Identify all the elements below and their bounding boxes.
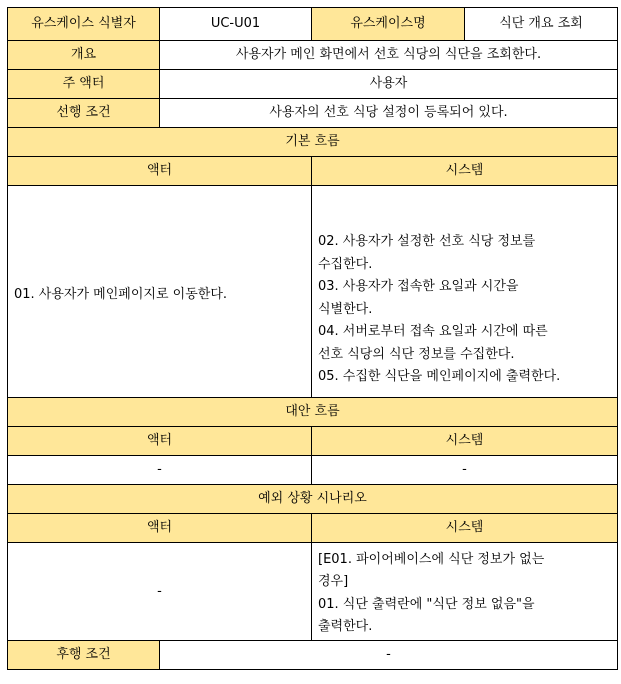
alt-flow-system-header: 시스템 <box>312 427 618 456</box>
primary-actor-row <box>8 70 618 99</box>
exception-actor-header: 액터 <box>8 514 312 543</box>
postcondition-label: 후행 조건 <box>8 641 160 670</box>
primary-actor-label: 주 액터 <box>8 70 160 99</box>
basic-flow-title: 기본 흐름 <box>8 128 618 157</box>
precondition-value: 사용자의 선호 식당 설정이 등록되어 있다. <box>160 99 618 128</box>
basic-flow-system-line: 수집한다. <box>318 256 373 272</box>
exception-actor-value: - <box>8 543 312 641</box>
precondition-label: 선행 조건 <box>8 99 160 128</box>
basic-flow-title-row <box>8 128 618 157</box>
overview-label: 개요 <box>8 41 160 70</box>
exception-values-row <box>8 543 618 641</box>
alt-flow-values-row <box>8 456 618 485</box>
exception-system-cell <box>312 543 618 641</box>
overview-row <box>8 41 618 70</box>
alt-flow-title-row <box>8 398 618 427</box>
usecase-id-value: UC-U01 <box>160 8 312 41</box>
basic-flow-actor-cell <box>8 186 312 398</box>
exception-system-line: 경우] <box>318 574 349 589</box>
basic-flow-actor-step: 01. 사용자가 메인페이지로 이동한다. <box>14 286 228 302</box>
alt-flow-actor-header: 액터 <box>8 427 312 456</box>
overview-value: 사용자가 메인 화면에서 선호 식당의 식단을 조회한다. <box>160 41 618 70</box>
exception-system-line: 출력한다. <box>318 619 373 634</box>
basic-flow-system-line: 04. 서버로부터 접속 요일과 시간에 따른 <box>318 324 548 340</box>
exception-title-row <box>8 485 618 514</box>
basic-flow-header-row <box>8 157 618 186</box>
postcondition-value: - <box>160 641 618 670</box>
basic-flow-system-line: 선호 식당의 식단 정보를 수집한다. <box>318 346 515 362</box>
alt-flow-header-row <box>8 427 618 456</box>
alt-flow-actor-value: - <box>8 456 312 485</box>
postcondition-row <box>8 641 618 670</box>
exception-system-line: 01. 식단 출력란에 "식단 정보 없음"을 <box>318 596 535 612</box>
basic-flow-system-line: 02. 사용자가 설정한 선호 식당 정보를 <box>318 234 536 250</box>
exception-system-line: [E01. 파이어베이스에 식단 정보가 없는 <box>318 551 545 567</box>
usecase-name-label: 유스케이스명 <box>312 8 465 41</box>
usecase-id-label: 유스케이스 식별자 <box>8 8 160 41</box>
alt-flow-title: 대안 흐름 <box>8 398 618 427</box>
usecase-name-value: 식단 개요 조회 <box>465 8 618 41</box>
basic-flow-system-header: 시스템 <box>312 157 618 186</box>
primary-actor-value: 사용자 <box>160 70 618 99</box>
basic-flow-system-line: 식별한다. <box>318 301 373 317</box>
alt-flow-system-value: - <box>312 456 618 485</box>
header-row <box>8 8 618 41</box>
exception-title: 예외 상황 시나리오 <box>8 485 618 514</box>
precondition-row <box>8 99 618 128</box>
basic-flow-system-line: 03. 사용자가 접속한 요일과 시간을 <box>318 279 519 295</box>
exception-header-row <box>8 514 618 543</box>
basic-flow-actor-header: 액터 <box>8 157 312 186</box>
basic-flow-system-cell <box>312 186 618 398</box>
usecase-table <box>7 7 618 670</box>
basic-flow-steps-row <box>8 186 618 398</box>
exception-system-header: 시스템 <box>312 514 618 543</box>
basic-flow-system-line: 05. 수집한 식단을 메인페이지에 출력한다. <box>318 369 561 385</box>
